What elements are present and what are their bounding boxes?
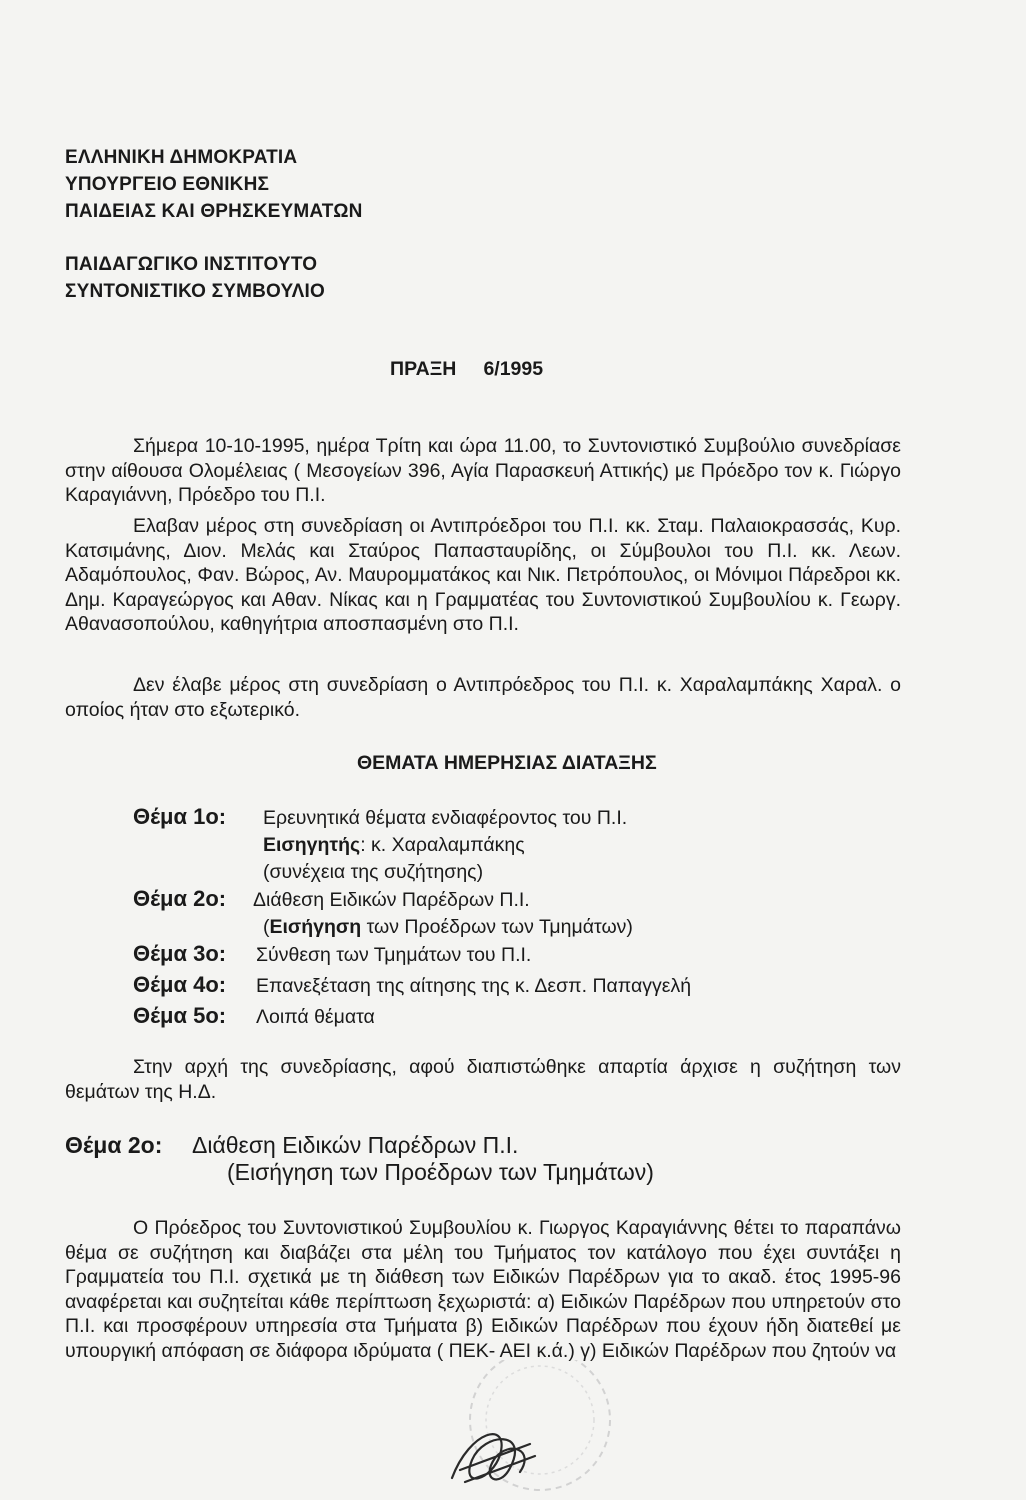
paragraph-absent: Δεν έλαβε μέρος στη συνεδρίαση ο Αντιπρόεδρος του Π.Ι. κ. Χαραλαμπάκης Χαραλ. ο οποίος ήταν στο εξωτερικό. <box>65 674 901 721</box>
rapporteur-open-paren: ( <box>263 916 270 938</box>
rapporteur-name: των Προέδρων των Τμημάτων) <box>361 916 633 938</box>
paragraph-opening: Σήμερα 10-10-1995, ημέρα Τρίτη και ώρα 11.00, το Συντονιστικό Συμβούλιο συνεδρίασε στην αίθουσα Ολομέλειας ( Μεσογείων 396, Αγία Παρασκευή Αττικής) με Πρόεδρο τον κ. Γιώργο Καραγιάννη, Πρόεδρο του Π.Ι. <box>65 435 901 507</box>
agenda-topic4-label: Θέμα 4ο: <box>133 972 227 997</box>
agenda-topic1-text: Ερευνητικά θέματα ενδιαφέροντος του Π.Ι. <box>263 807 628 829</box>
paragraph-discussion: Ο Πρόεδρος του Συντονιστικού Συμβουλίου κ. Γιωργος Καραγιάννης θέτει το παραπάνω θέμα σε συζήτηση και διαβάζει στα μέλη του Τμήματος τον κατάλογο που έχει συντάξει η Γραμματεία του Π.Ι. σχετικά με τη διάθεση των Ειδικών Παρέδρων για το ακαδ. έτος 1995-96 αναφέρεται και συζητείται κάθε περίπτωση ξεχωριστά: α) Ειδικών Παρέδρων που υπηρετούν στο Π.Ι. και προσφέρουν υπηρεσία στα Τμήματα β) Ειδικών Παρέδρων που έχουν ήδη διατεθεί με υπουργική απόφαση σε διάφορα ιδρύματα ( ΠΕΚ- ΑΕΙ κ.ά.) γ) Ειδικών Παρέδρων που ζητούν να <box>65 1217 901 1362</box>
agenda-topic1-note: (συνέχεια της συζήτησης) <box>263 861 484 883</box>
header-institute: ΠΑΙΔΑΓΩΓΙΚΟ ΙΝΣΤΙΤΟΥΤΟ <box>65 254 318 275</box>
rapporteur-name: : κ. Χαραλαμπάκης <box>360 834 525 856</box>
agenda-heading: ΘΕΜΑΤΑ ΗΜΕΡΗΣΙΑΣ ΔΙΑΤΑΞΗΣ <box>357 752 657 774</box>
agenda-topic2-rapporteur <box>263 915 633 939</box>
agenda-topic5-label: Θέμα 5ο: <box>133 1003 227 1028</box>
section-topic2-label: Θέμα 2ο: <box>65 1132 163 1158</box>
paragraph-quorum: Στην αρχή της συνεδρίασης, αφού διαπιστώθηκε απαρτία άρχισε η συζήτηση των θεμάτων της Η.Δ. <box>65 1056 901 1103</box>
agenda-topic1-label: Θέμα 1ο: <box>133 804 227 829</box>
section-topic2-title: Διάθεση Ειδικών Παρέδρων Π.Ι. <box>192 1132 519 1158</box>
agenda-topic2-text: Διάθεση Ειδικών Παρέδρων Π.Ι. <box>253 889 530 911</box>
agenda-topic4-text: Επανεξέταση της αίτησης της κ. Δεσπ. Παπαγγελή <box>256 975 692 997</box>
stamp-and-signature <box>360 1360 660 1500</box>
document-title: ΠΡΑΞΗ 6/1995 <box>390 358 544 380</box>
paragraph-attendees: Ελαβαν μέρος στη συνεδρίαση οι Αντιπρόεδροι του Π.Ι. κκ. Σταμ. Παλαιοκρασσάς, Κυρ. Κατσιμάνης, Διον. Μελάς και Σταύρος Παπασταυρίδης, οι Σύμβουλοι του Π.Ι. κκ. Λεων. Αδαμόπουλος, Φαν. Βώρος, Αν. Μαυρομματάκος και Νικ. Πετρόπουλος, οι Μόνιμοι Πάρεδροι κκ. Δημ. Καραγεώργος και Αθαν. Νίκας και η Γραμματέας του Συντονιστικού Συμβουλίου κ. Γεωργ. Αθανασοπούλου, καθηγήτρια αποσπασμένη στο Π.Ι. <box>65 515 901 636</box>
agenda-topic3-label: Θέμα 3ο: <box>133 941 227 966</box>
header-greek-republic: ΕΛΛΗΝΙΚΗ ΔΗΜΟΚΡΑΤΙΑ <box>65 147 298 168</box>
rapporteur-label: Εισηγητής <box>263 834 361 856</box>
agenda-topic1-rapporteur <box>263 833 525 857</box>
agenda-topic2-label: Θέμα 2ο: <box>133 886 227 911</box>
agenda-topic5-text: Λοιπά θέματα <box>256 1006 375 1028</box>
header-ministry-line1: ΥΠΟΥΡΓΕΙΟ ΕΘΝΙΚΗΣ <box>65 174 270 195</box>
agenda-topic3-text: Σύνθεση των Τμημάτων του Π.Ι. <box>256 944 532 966</box>
header-ministry-line2: ΠΑΙΔΕΙΑΣ ΚΑΙ ΘΡΗΣΚΕΥΜΑΤΩΝ <box>65 201 363 222</box>
section-topic2-subtitle: (Εισήγηση των Προέδρων των Τμημάτων) <box>227 1159 654 1185</box>
rapporteur-label: Εισήγηση <box>269 916 362 938</box>
header-council: ΣΥΝΤΟΝΙΣΤΙΚΟ ΣΥΜΒΟΥΛΙΟ <box>65 281 325 302</box>
